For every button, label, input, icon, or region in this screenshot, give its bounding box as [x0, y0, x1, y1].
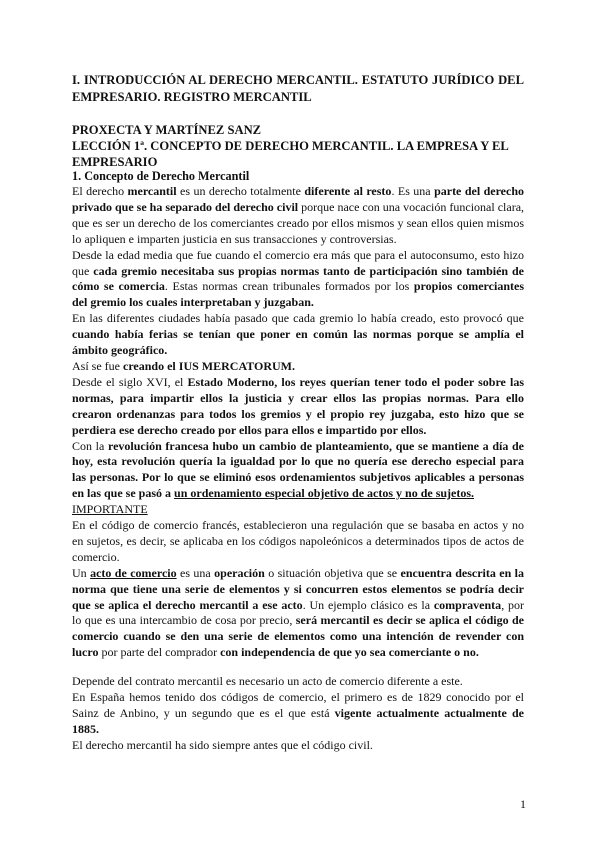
- underlined-emphasis: un ordenamiento especial objetivo de actos y no de sujetos.: [174, 486, 475, 501]
- paragraph-7: En el código de comercio francés, establecieron una regulación que se basaba en actos y no en sujetos, es decir, se aplicaba en los códigos napoleónicos a determinados tipos de actos de comercio.: [72, 518, 524, 564]
- paragraph-4: Así se fue creando el IUS MERCATORUM.: [72, 358, 295, 373]
- paragraph-10: En España hemos tenido dos códigos de comercio, el primero es de 1829 conocido por el Sainz de Anbino, y un segundo que es el que está vigente actualmente actualmente de 1885.: [72, 690, 524, 736]
- lesson-heading: LECCIÓN 1ª. CONCEPTO DE DERECHO MERCANTIL. LA EMPRESA Y EL EMPRESARIO: [72, 139, 509, 169]
- body-text: [72, 184, 524, 754]
- paragraph-spacer: [72, 661, 524, 674]
- acto-de-comercio-term: acto de comercio: [90, 565, 177, 580]
- author-line: PROXECTA Y MARTÍNEZ SANZ: [72, 123, 262, 137]
- section-heading: 1. Concepto de Derecho Mercantil: [72, 169, 250, 183]
- page-number: 1: [520, 797, 526, 811]
- paragraph-11: El derecho mercantil ha sido siempre antes que el código civil.: [72, 737, 373, 752]
- paragraph-3: En las diferentes ciudades había pasado que cada gremio lo había creado, esto provocó que cuando había ferias se tenían que poner en común las normas porque se amplía el ámbito geográfico.: [72, 311, 524, 358]
- paragraph-9: Depende del contrato mercantil es necesario un acto de comercio diferente a este.: [72, 674, 463, 689]
- paragraph-2: Desde la edad media que fue cuando el comercio era más que para el autoconsumo, esto hizo que cada gremio necesitaba sus propias normas tanto de participación sino también de cómo se comercia. Estas normas crean tribunales formados por los propios comerciantes del gremio los cuales interpretaban y juzgaban.: [72, 247, 525, 310]
- paragraph-8: Un acto de comercio es una operación o situación objetiva que se encuentra descrita en la norma que tiene una serie de elementos y si concurren estos elementos se podría decir que se aplica el derecho mercantil a ese acto. Un ejemplo clásico es la compraventa, por lo que es una intercambio de cosa por precio, será mercantil es decir se aplica el código de comercio cuando se den una serie de elementos como una intención de revender con lucro por parte del comprador con independencia de que yo sea comerciante o no.: [72, 565, 524, 660]
- paragraph-5: Desde el siglo XVI, el Estado Moderno, los reyes querían tener todo el poder sobre las normas, para impartir ellos la justicia y crear ellos las propias normas. Para ello crearon ordenanzas para todos los gremios y el propio rey juzgaba, esto hizo que se perdiera ese derecho creado por ellos para ellos e impartido por ellos.: [72, 374, 524, 437]
- important-note: IMPORTANTE: [72, 502, 148, 517]
- paragraph-1: El derecho mercantil es un derecho totalmente diferente al resto. Es una parte del derecho privado que se ha separado del derecho civil porque nace con una vocación funcional clara, que es ser un derecho de los comerciantes creado por ellos mismos y sean ellos quien mismos lo apliquen e imparten justicia en sus transacciones y controversias.: [72, 184, 525, 246]
- paragraph-6: Con la revolución francesa hubo un cambio de planteamiento, que se mantiene a día de hoy, esta revolución quería la igualdad por lo que no quería ese derecho especial para las personas. Por lo que se eliminó esos ordenamientos subjetivos aplicables a personas en las que se pasó a un ordenamiento especial objetivo de actos y no de sujetos. IMPORTANTE: [72, 438, 524, 517]
- document-title: I. INTRODUCCIÓN AL DERECHO MERCANTIL. ESTATUTO JURÍDICO DEL EMPRESARIO. REGISTRO MERCANTIL: [72, 73, 524, 104]
